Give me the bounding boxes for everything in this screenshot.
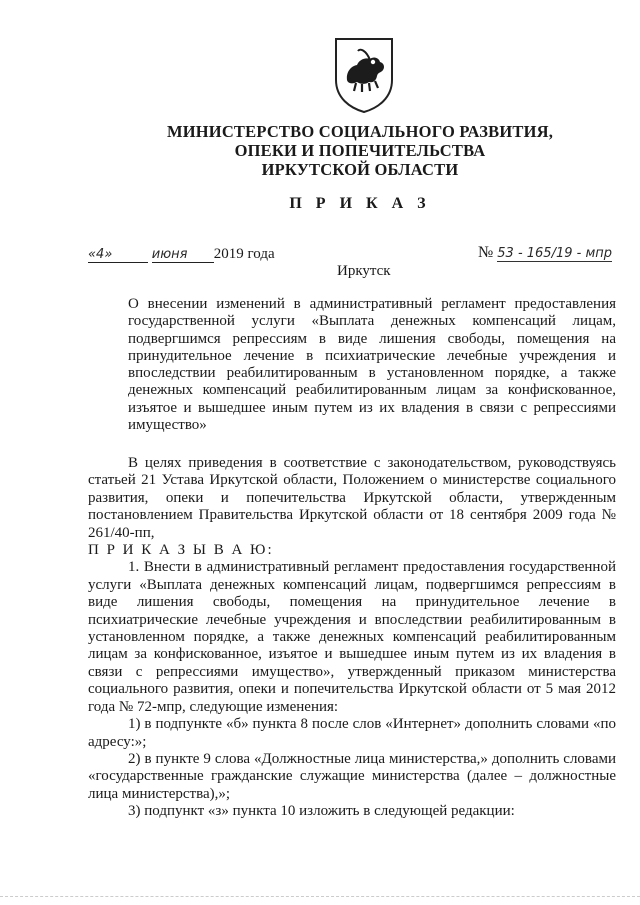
number-prefix: № bbox=[478, 244, 494, 261]
ministry-name-line1: МИНИСТЕРСТВО СОЦИАЛЬНОГО РАЗВИТИЯ, bbox=[166, 122, 554, 141]
preamble-paragraph: В целях приведения в соответствие с законодательством, руководствуясь статьей 21 Устава Иркутской области, Положением о министерстве социального развития, опеки и попечительства Иркутской области, утвержденным постановлением Правительства Иркутской области от 18 сентября 2009 года № 261/40-пп, bbox=[88, 455, 616, 541]
date-year: 2019 года bbox=[213, 246, 275, 262]
order-subject: О внесении изменений в административный регламент предоставления государственной услуги «Выплата денежных компенсаций лицам, подвергшимся репрессиям в виде лишения свободы, помещения на принудительное лечение в психиатрические лечебные учреждения и впоследствии реабилитированным в установленном порядке, а также денежных компенсаций реабилитированным лицам за конфискованное, изъятое и вышедшее иным путем из их владения в связи с репрессиями имущество» bbox=[128, 296, 616, 434]
page-bottom-divider bbox=[0, 896, 640, 898]
order-date bbox=[88, 246, 275, 263]
item-1-paragraph: 1. Внести в административный регламент предоставления государственной услуги «Выплата денежных компенсаций лицам, подвергшимся репрессиям в виде лишения свободы, помещения на принудительное лечение в психиатрические лечебные учреждения и впоследствии реабилитированным в установленном порядке, а также денежных компенсаций реабилитированным лицам за конфискованное, изъятое и вышедшее иным путем из их владения в связи с репрессиями имущество», утвержденный приказом министерства социального развития, опеки и попечительства Иркутской области от 5 мая 2012 года № 72-мпр, следующие изменения: bbox=[88, 559, 616, 715]
order-number bbox=[478, 244, 612, 262]
city: Иркутск bbox=[337, 263, 391, 279]
ministry-header bbox=[0, 122, 640, 179]
decree-heading: П Р И К А З Ы В А Ю: bbox=[88, 542, 274, 559]
subitem-2-paragraph: 2) в пункте 9 слова «Должностные лица министерства,» дополнить словами «государственные гражданские служащие министерства (далее – должностные лица министерства),»; bbox=[88, 750, 616, 802]
date-day: «4» bbox=[88, 247, 148, 263]
subitem-3-paragraph: 3) подпункт «з» пункта 10 изложить в следующей редакции: bbox=[128, 803, 515, 820]
number-value: 53 - 165/19 - мпр bbox=[497, 246, 613, 261]
date-month: июня bbox=[152, 247, 214, 263]
order-body bbox=[88, 455, 616, 821]
subitem-1-paragraph: 1) в подпункте «б» пункта 8 после слов «Интернет» дополнить словами «по адресу:»; bbox=[88, 716, 616, 750]
coat-of-arms-icon bbox=[332, 36, 396, 114]
order-title: П Р И К А З bbox=[289, 195, 431, 212]
ministry-name-line2: ОПЕКИ И ПОПЕЧИТЕЛЬСТВА bbox=[234, 141, 486, 160]
ministry-name-line3: ИРКУТСКОЙ ОБЛАСТИ bbox=[261, 160, 459, 179]
